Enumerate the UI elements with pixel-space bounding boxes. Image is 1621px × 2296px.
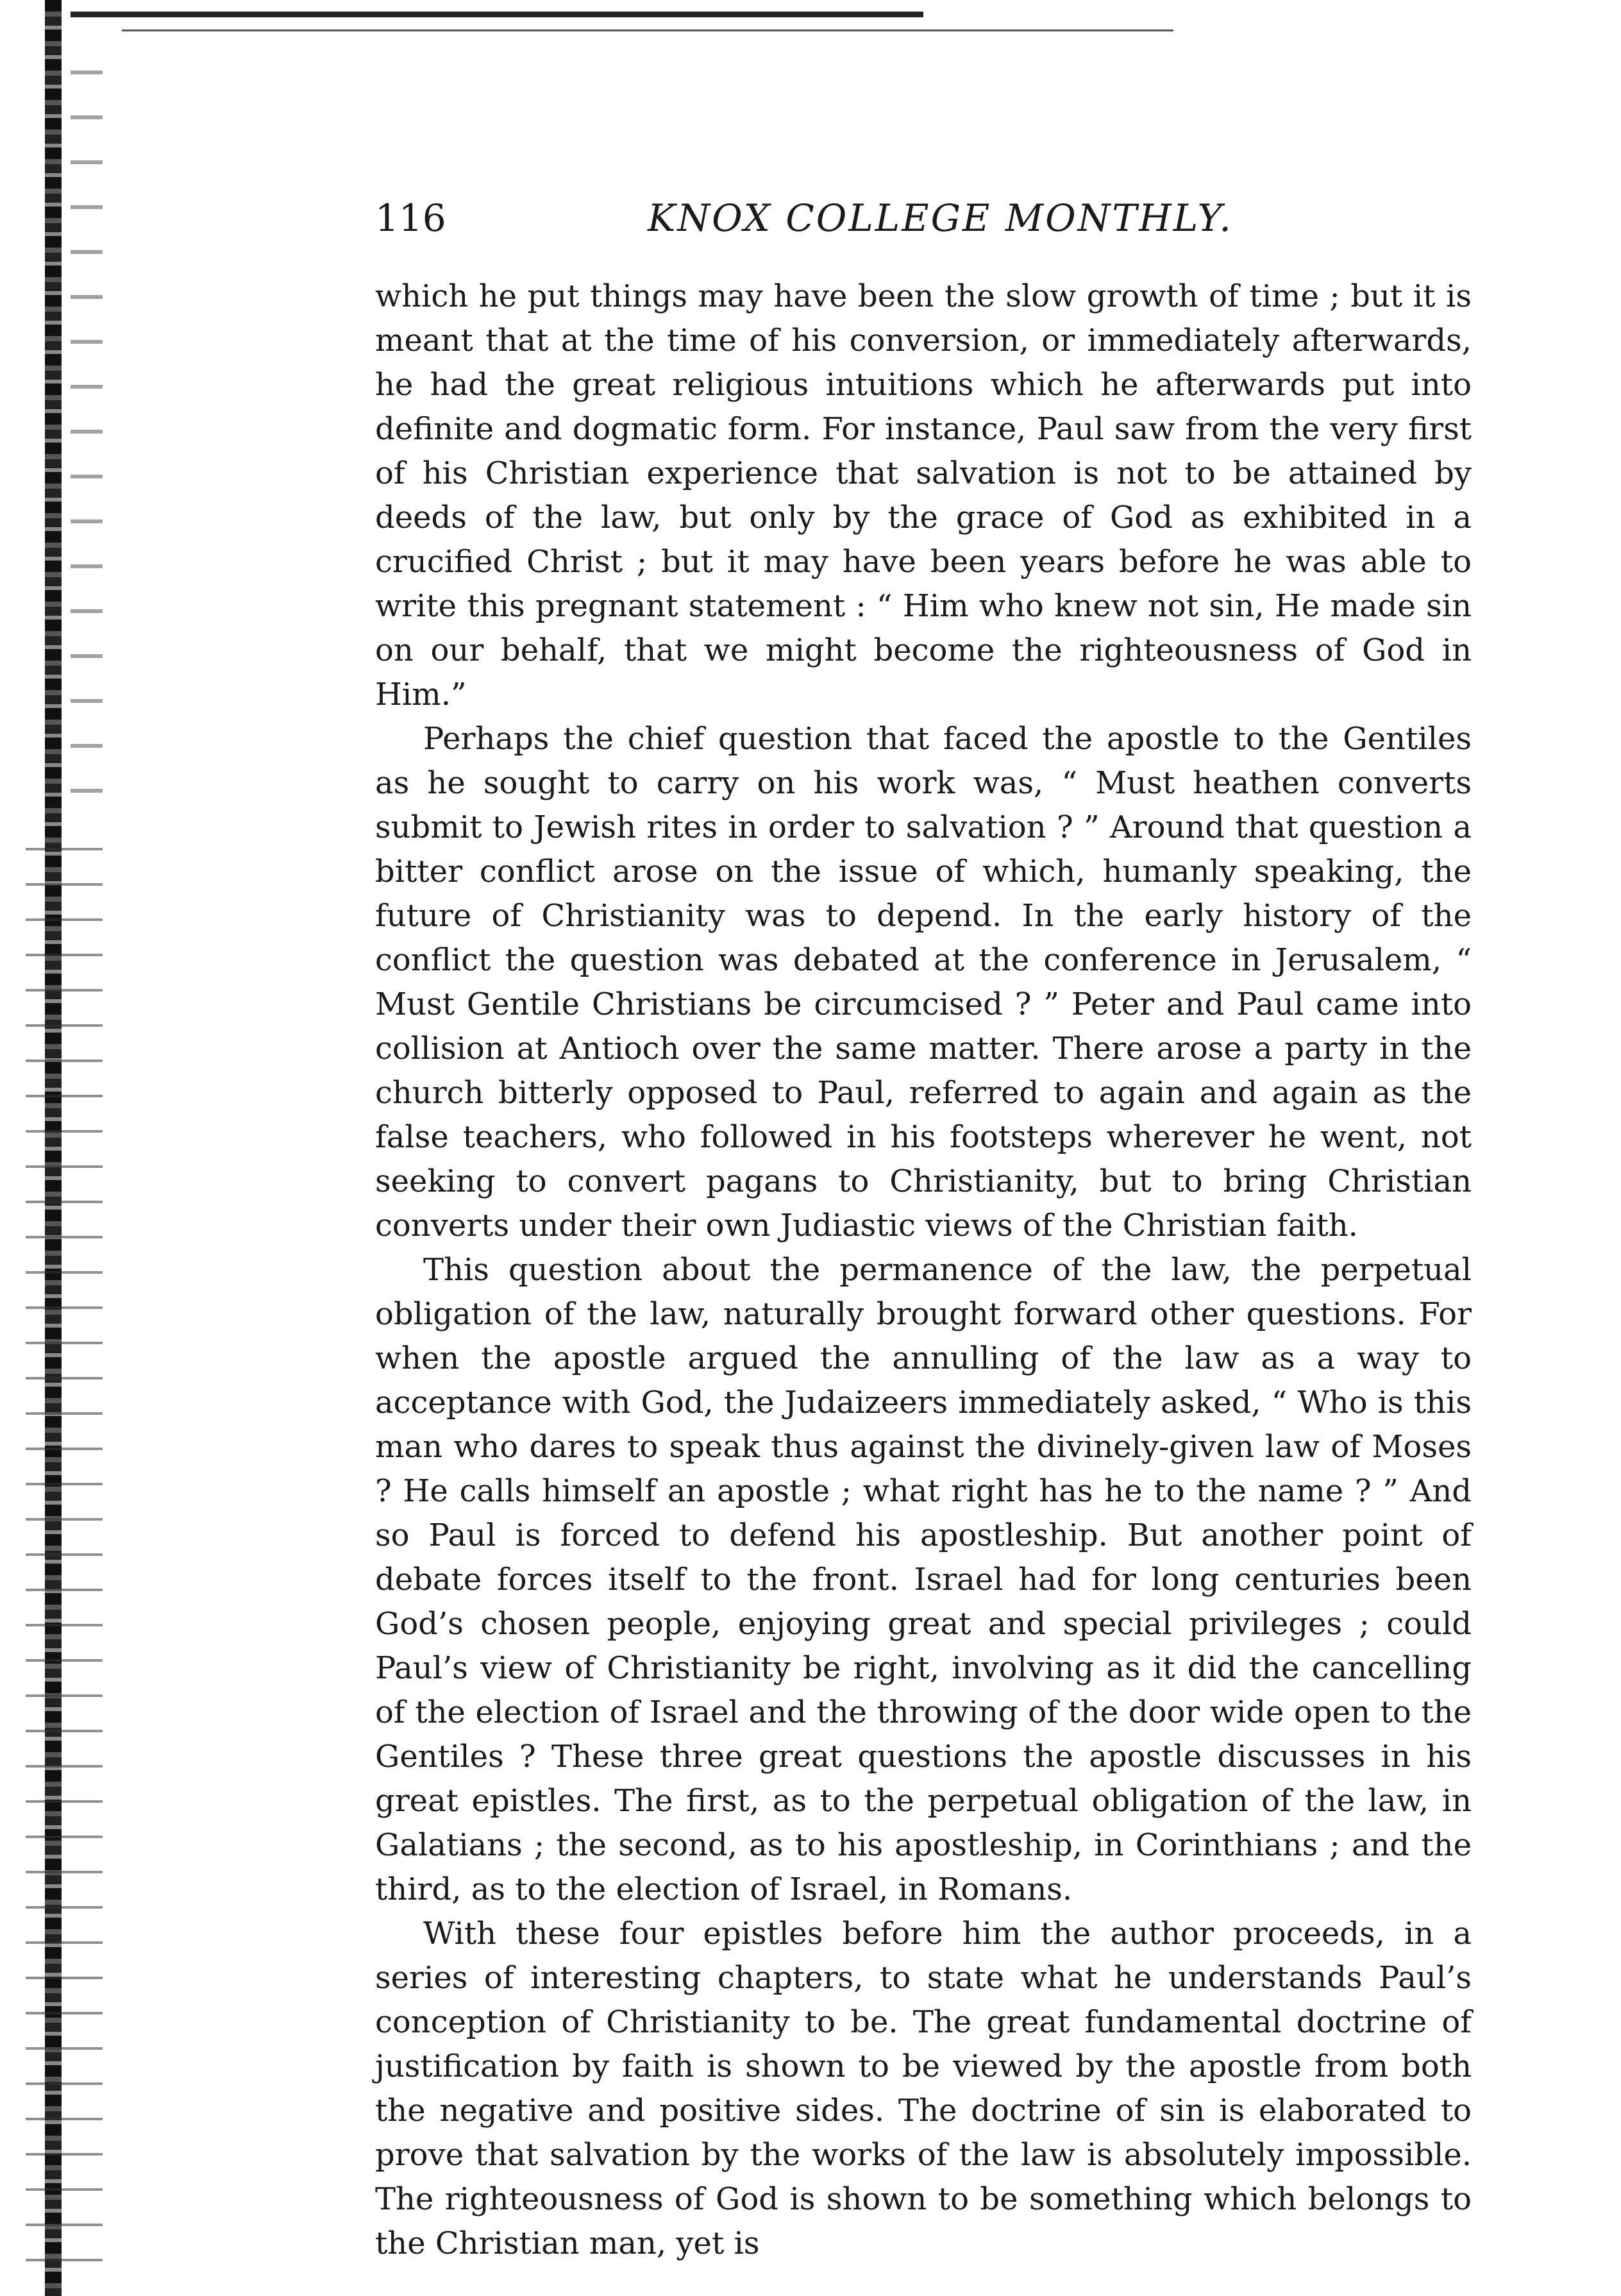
paragraph: Perhaps the chief question that faced the apostle to the Gentiles as he sought to carry on his work was, “ Must heathen converts submit to Jewish rites in order to salvation ? ” Around that question a bitter conflict arose on the issue of which, humanly speaking, the future of Christianity was to depend. In the early history of the conflict the question was debated at the conference in Jerusalem, “ Must Gentile Christians be circumcised ? ” Peter and Paul came into collision at Antioch over the same matter. There arose a party in the church bitterly opposed to Paul, referred to again and again as the false teachers, who followed in his footsteps wherever he went, not seeking to convert pagans to Christianity, but to bring Christian converts under their own Judiastic views of the Christian faith. <box>375 721 1472 1244</box>
running-head: KNOX COLLEGE MONTHLY. <box>648 196 1233 240</box>
scan-top-rule <box>71 12 923 17</box>
scan-binding-specks-upper <box>71 51 103 821</box>
body-text <box>375 274 1472 2266</box>
paragraph: This question about the permanence of the law, the perpetual obligation of the law, naturally brought forward other questions. For when the apostle argued the annulling of the law as a way to acceptance with God, the Judaizeers immediately asked, “ Who is this man who dares to speak thus against the divinely-given law of Moses ? He calls himself an apostle ; what right has he to the name ? ” And so Paul is forced to defend his apostleship. But another point of debate forces itself to the front. Israel had for long centuries been God’s chosen people, enjoying great and special privileges ; could Paul’s view of Christianity be right, involving as it did the cancelling of the election of Israel and the throwing of the door wide open to the Gentiles ? These three great questions the apostle discusses in his great epistles. The first, as to the perpetual obligation of the law, in Galatians ; the second, as to his apostleship, in Corinthians ; and the third, as to the election of Israel, in Romans. <box>375 1252 1472 1907</box>
page-number: 116 <box>375 196 446 240</box>
paragraph: With these four epistles before him the author proceeds, in a series of interesting chapters, to state what he understands Paul’s conception of Christianity to be. The great fundamental doctrine of justification by faith is shown to be viewed by the apostle from both the negative and positive sides. The doctrine of sin is elaborated to prove that salvation by the works of the law is absolutely impossible. The righteousness of God is shown to be something which belongs to the Christian man, yet is <box>375 1916 1472 2261</box>
paragraph-continued: which he put things may have been the slow growth of time ; but it is meant that at the time of his conversion, or immediately afterwards, he had the great religious intuitions which he afterwards put into definite and dogmatic form. For instance, Paul saw from the very first of his Christian experience that salvation is not to be attained by deeds of the law, but only by the grace of God as exhibited in a crucified Christ ; but it may have been years before he was able to write this pregnant statement : “ Him who knew not sin, He made sin on our behalf, that we might become the righteousness of God in Him.” <box>375 278 1472 713</box>
scan-thin-rule <box>122 30 1173 31</box>
page-header <box>375 192 1465 244</box>
scan-binding-specks <box>26 834 103 2283</box>
